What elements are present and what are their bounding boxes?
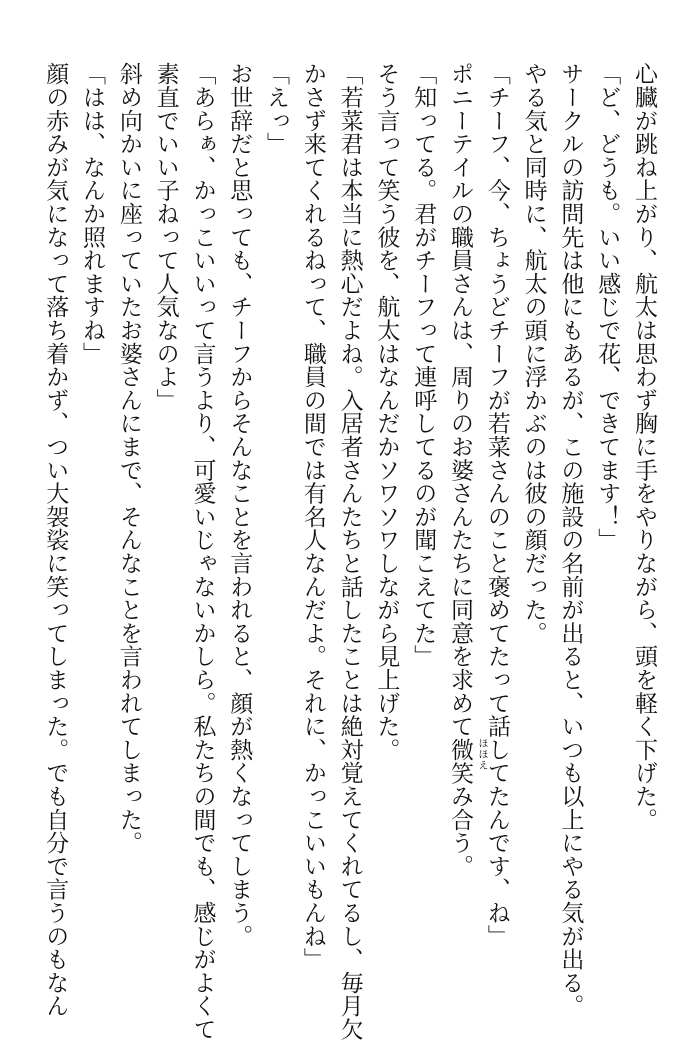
text-line-9: 「若菜君は本当に熱心だよね。入居者さんたちと話したことは絶対覚えてくれてるし、毎月欠 (336, 62, 363, 1041)
text-line-14: 素直でいい子ねって人気なのよ」 (152, 62, 179, 412)
text-line-17: 顔の赤みが気になって落ち着かず、つい大袈裟に笑ってしまった。でも自分で言うのもなん (42, 62, 69, 1018)
text-line-2: 「ど、どうも。いい感じで花、できてます！」 (594, 62, 621, 552)
ruby-base: 微笑 (447, 737, 474, 785)
text-line-3: サークルの訪問先は他にもあるが、この施設の名前が出ると、いつも以上にやる気が出る。 (557, 62, 584, 1018)
text-line-6 (441, 62, 488, 962)
text-line-11: 「えっ」 (263, 62, 290, 156)
text-line-10: かさず来てくれるねって、職員の間では有名人なんだよ。それに、かっこいいもんね」 (299, 62, 326, 971)
text-line-5: 「チーフ、今、ちょうどチーフが若菜さんのこと褒めてたって話してたんです、ね」 (483, 62, 510, 948)
vertical-text-body (36, 62, 662, 1041)
text-line-1: 心臓が跳ね上がり、航太は思わず胸に手をやりながら、頭を軽く下げた。 (631, 62, 657, 831)
text-line-16: 「はは、なんか照れますね」 (79, 62, 106, 365)
text-line-12: お世辞だと思っても、チーフからそんなことを言われると、顔が熱くなってしまう。 (226, 62, 253, 948)
text-line-8: そう言って笑う彼を、航太はなんだかソワソワしながら見上げた。 (373, 62, 400, 761)
text-line-13: 「あらぁ、かっこいいって言うより、可愛いじゃないかしら。私たちの間でも、感じがよくて (189, 62, 216, 1041)
text-line-7: 「知ってる。君がチーフって連呼してるのが聞こえてた」 (410, 62, 437, 668)
furigana-text: ほほえ (476, 737, 488, 771)
text-line-6-before: ポニーテイルの職員さんは、周りのお婆さんたちに同意を求めて (447, 62, 474, 738)
text-line-15: 斜め向かいに座っていたお婆さんにまで、そんなことを言われてしまった。 (115, 62, 142, 855)
text-line-6-after: み合う。 (447, 784, 474, 878)
ruby-group (447, 737, 488, 785)
text-line-4: やる気と同時に、航太の頭に浮かぶのは彼の顔だった。 (520, 62, 547, 645)
